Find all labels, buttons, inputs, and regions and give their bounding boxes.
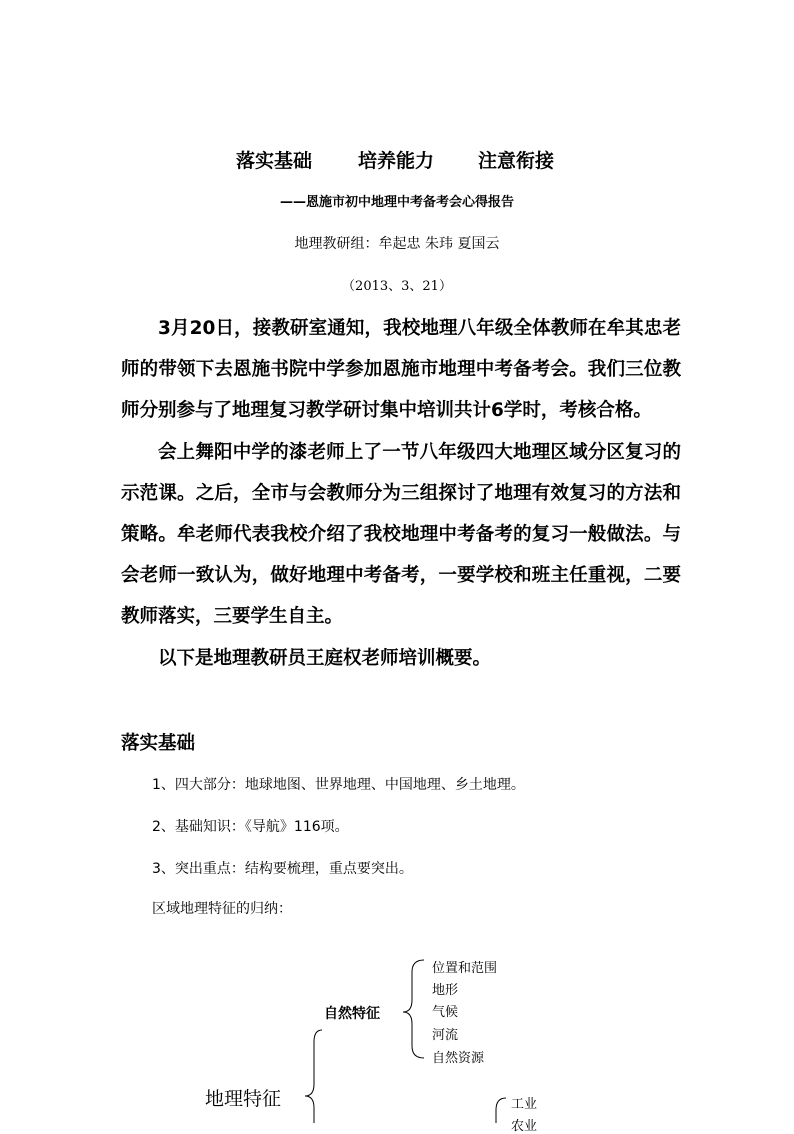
paragraph-3: 以下是地理教研员王庭权老师培训概要。 — [158, 647, 492, 669]
diagram-natural-item: 地形 — [432, 983, 459, 998]
title-part-2: 培养能力 — [358, 150, 435, 172]
diagram-natural-item: 河流 — [432, 1028, 459, 1043]
diagram-human-item: 工业 — [511, 1097, 538, 1112]
subtitle: ——恩施市初中地理中考备考会心得报告 — [279, 195, 514, 210]
date-line: （2013、3、21） — [342, 279, 452, 294]
list-item-2: 2、基础知识：《导航》116项。 — [152, 819, 349, 835]
title-part-1: 落实基础 — [236, 150, 313, 172]
authors-line: 地理教研组：牟起忠 朱玮 夏国云 — [294, 236, 500, 252]
human-features-brace — [496, 1098, 506, 1123]
diagram-natural-label: 自然特征 — [324, 1006, 380, 1022]
section-heading: 落实基础 — [121, 733, 196, 754]
diagram-natural-item: 自然资源 — [432, 1051, 485, 1066]
root-brace — [305, 1030, 322, 1123]
title-part-3: 注意衔接 — [478, 150, 555, 172]
paragraph-2: 会上舞阳中学的漆老师上了一节八年级四大地理区域分区复习的示范课。之后，全市与会教师分为三组探讨了地理有效复习的方法和策略。牟老师代表我校介绍了我校地理中考备考的复习一般做法。与会老师一致认为，做好地理中考备考，一要学校和班主任重视，二要教师落实，三要学生自主。 — [121, 441, 681, 628]
natural-features-brace — [403, 960, 424, 1058]
diagram-root: 地理特征 — [205, 1088, 282, 1110]
list-item-1: 1、四大部分：地球地图、世界地理、中国地理、乡土地理。 — [152, 777, 525, 793]
list-item-4: 区域地理特征的归纳： — [152, 901, 292, 917]
list-item-3: 3、突出重点：结构要梳理，重点要突出。 — [152, 861, 413, 877]
paragraph-1: 3月20日，接教研室通知，我校地理八年级全体教师在牟其忠老师的带领下去恩施书院中学参加恩施市地理中考备考会。我们三位教师分别参与了地理复习教学研讨集中培训共计6学时，考核合格。 — [121, 318, 681, 422]
diagram-human-item: 农业 — [511, 1119, 538, 1134]
diagram-natural-item: 气候 — [432, 1005, 459, 1020]
diagram-natural-item: 位置和范围 — [432, 961, 498, 976]
